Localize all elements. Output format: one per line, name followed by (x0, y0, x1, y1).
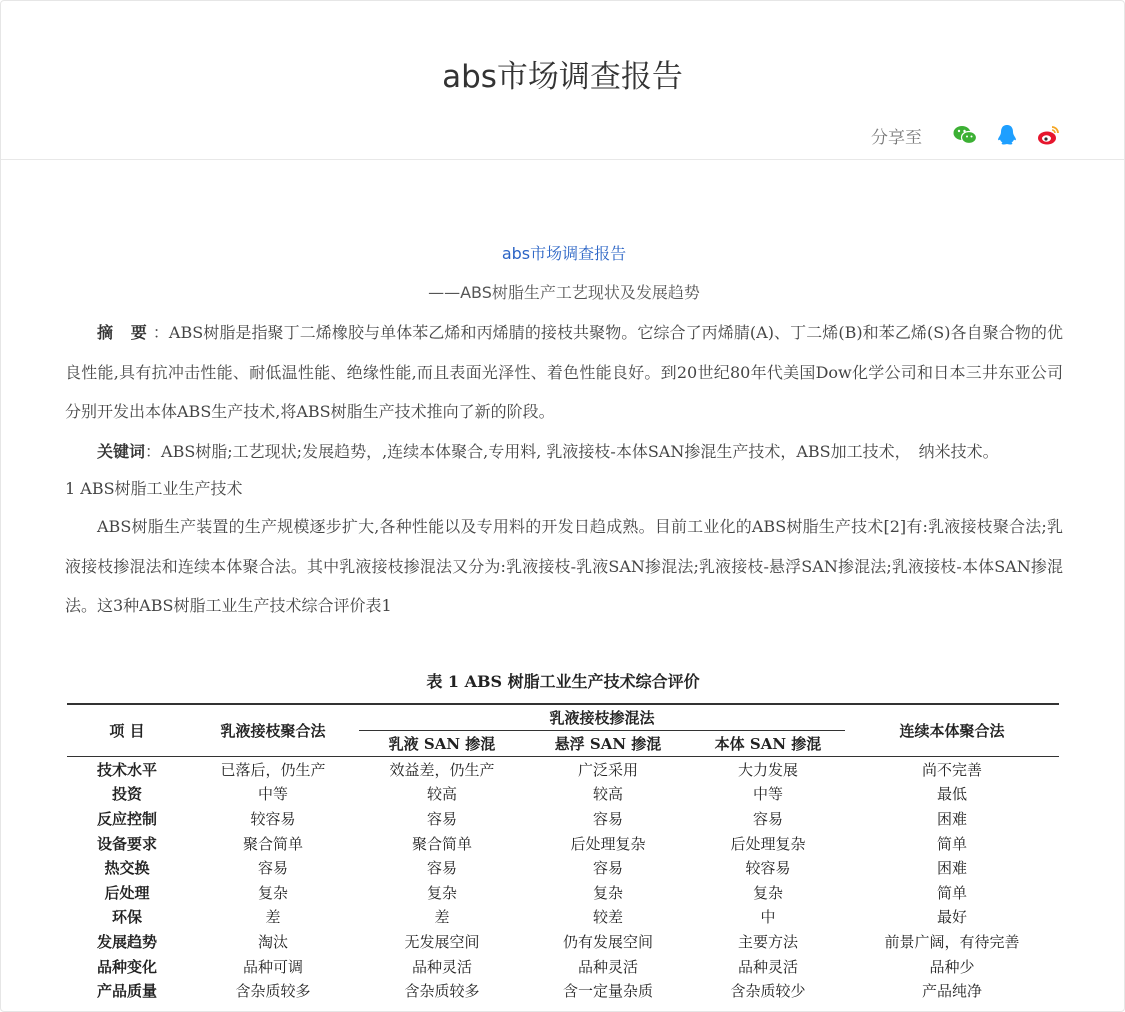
table-row (67, 782, 1059, 807)
table-cell: 淘汰 (257, 932, 288, 951)
keywords-label: 关键词 (97, 441, 146, 461)
table-row (67, 954, 1059, 979)
table-cell: 后处理复杂 (730, 834, 806, 853)
table-cell: 产品纯净 (921, 982, 982, 1001)
table-cell: 品种少 (929, 957, 975, 976)
table-cell: 品种灵活 (577, 957, 638, 976)
comparison-table-block (67, 665, 1059, 1003)
table-cell: 尚不完善 (921, 760, 982, 779)
row-label: 设备要求 (96, 834, 157, 853)
row-label: 环保 (111, 908, 142, 927)
table-cell: 含一定量杂质 (562, 982, 653, 1001)
table-cell: 复杂 (752, 883, 783, 902)
table-cell: 含杂质较多 (235, 982, 311, 1001)
table-cell: 较差 (592, 908, 623, 927)
row-label: 产品质量 (96, 982, 157, 1001)
table-cell: 容易 (426, 809, 457, 828)
table-cell: 聚合简单 (411, 834, 472, 853)
table-cell: 广泛采用 (577, 760, 638, 779)
table-cell: 简单 (936, 883, 967, 902)
table-cell: 困难 (936, 859, 967, 878)
row-label: 投资 (111, 785, 142, 804)
table-caption: 表 1 ABS 树脂工业生产技术综合评价 (426, 672, 700, 691)
article-header (1, 1, 1124, 160)
header-sub-bulk-san: 本体 SAN 掺混 (691, 731, 845, 757)
article-body (65, 231, 1063, 626)
table-row (67, 978, 1059, 1003)
table-row (67, 855, 1059, 880)
page-title: abs市场调查报告 (442, 59, 683, 95)
header-sub-suspension-san: 悬浮 SAN 掺混 (525, 731, 691, 757)
table-cell: 复杂 (426, 883, 457, 902)
row-label: 后处理 (104, 883, 150, 902)
table-cell: 容易 (257, 859, 288, 878)
table-row (67, 831, 1059, 856)
table-cell: 品种可调 (242, 957, 303, 976)
header-emulsion-graft: 乳液接枝聚合法 (187, 704, 359, 757)
row-label: 发展趋势 (96, 932, 157, 951)
table-cell: 最低 (936, 785, 967, 804)
article-subtitle: ——ABS树脂生产工艺现状及发展趋势 (428, 283, 700, 302)
table-cell: 品种灵活 (411, 957, 472, 976)
table-cell: 前景广阔，有待完善 (884, 932, 1020, 951)
header-blend-group: 乳液接枝掺混法 (359, 704, 845, 731)
table-cell: 主要方法 (737, 932, 798, 951)
table-row (67, 905, 1059, 930)
table-cell: 仍有发展空间 (562, 932, 653, 951)
row-label: 反应控制 (96, 809, 157, 828)
row-label: 技术水平 (96, 760, 157, 779)
header-item: 项 目 (67, 704, 187, 757)
table-cell: 容易 (592, 859, 623, 878)
section-paragraph: ABS树脂生产装置的生产规模逐步扩大,各种性能以及专用料的开发日趋成熟。目前工业化的ABS树脂生产技术[2]有:乳液接枝聚合法;乳液接枝掺混法和连续本体聚合法。其中乳液接枝掺混法又分为:乳液接枝-乳液SAN掺混法;乳液接枝-悬浮SAN掺混法;乳液接枝-本体SAN掺混法。这3种ABS树脂工业生产技术综合评价表1 (65, 517, 1063, 615)
header-continuous: 连续本体聚合法 (845, 704, 1059, 757)
table-cell: 简单 (936, 834, 967, 853)
row-label: 品种变化 (96, 957, 157, 976)
table-cell: 含杂质较多 (404, 982, 480, 1001)
comparison-table (67, 703, 1059, 1003)
share-bar (871, 122, 1062, 148)
table-cell: 已落后，仍生产 (220, 760, 326, 779)
table-cell: 中 (760, 908, 776, 927)
table-cell: 差 (265, 908, 281, 927)
table-cell: 复杂 (592, 883, 623, 902)
table-row (67, 806, 1059, 831)
table-cell: 复杂 (257, 883, 288, 902)
table-cell: 中等 (752, 785, 783, 804)
table-row (67, 880, 1059, 905)
abstract-paragraph (65, 313, 1063, 432)
table-cell: 无发展空间 (404, 932, 480, 951)
section-heading: 1 ABS树脂工业生产技术 (65, 479, 243, 498)
table-cell: 较高 (592, 785, 623, 804)
table-cell: 较容易 (745, 859, 791, 878)
table-cell: 困难 (936, 809, 967, 828)
table-cell: 最好 (936, 908, 967, 927)
table-cell: 聚合简单 (242, 834, 303, 853)
share-label: 分享至 (871, 127, 922, 148)
table-cell: 含杂质较少 (730, 982, 806, 1001)
table-cell: 差 (434, 908, 450, 927)
header-sub-emulsion-san: 乳液 SAN 掺混 (359, 731, 525, 757)
wechat-icon[interactable] (952, 122, 978, 148)
table-cell: 后处理复杂 (570, 834, 646, 853)
keywords-paragraph (65, 432, 1063, 472)
article-title[interactable]: abs市场调查报告 (501, 244, 627, 263)
table-cell: 大力发展 (737, 760, 798, 779)
table-cell: 容易 (592, 809, 623, 828)
qq-icon[interactable] (994, 122, 1020, 148)
keywords-text: ：ABS树脂;工艺现状;发展趋势，,连续本体聚合,专用料, 乳液接枝-本体SAN掺混生产技术，ABS加工技术， 纳米技术。 (145, 441, 999, 461)
abstract-text: ：ABS树脂是指聚丁二烯橡胶与单体苯乙烯和丙烯腈的接枝共聚物。它综合了丙烯腈(A)、丁二烯(B)和苯乙烯(S)各自聚合物的优良性能,具有抗冲击性能、耐低温性能、绝缘性能,而且表面光泽性、着色性能良好。到20世纪80年代美国Dow化学公司和日本三井东亚公司分别开发出本体ABS生产技术,将ABS树脂生产技术推向了新的阶段。 (65, 323, 1063, 421)
table-cell: 较容易 (250, 809, 296, 828)
table-row (67, 757, 1059, 782)
weibo-icon[interactable] (1036, 122, 1062, 148)
table-row (67, 929, 1059, 954)
table-cell: 容易 (426, 859, 457, 878)
table-cell: 容易 (752, 809, 783, 828)
table-cell: 效益差，仍生产 (389, 760, 495, 779)
table-cell: 较高 (426, 785, 457, 804)
table-cell: 中等 (257, 785, 288, 804)
table-cell: 品种灵活 (737, 957, 798, 976)
row-label: 热交换 (104, 859, 150, 878)
abstract-label: 摘 要 (97, 323, 153, 342)
